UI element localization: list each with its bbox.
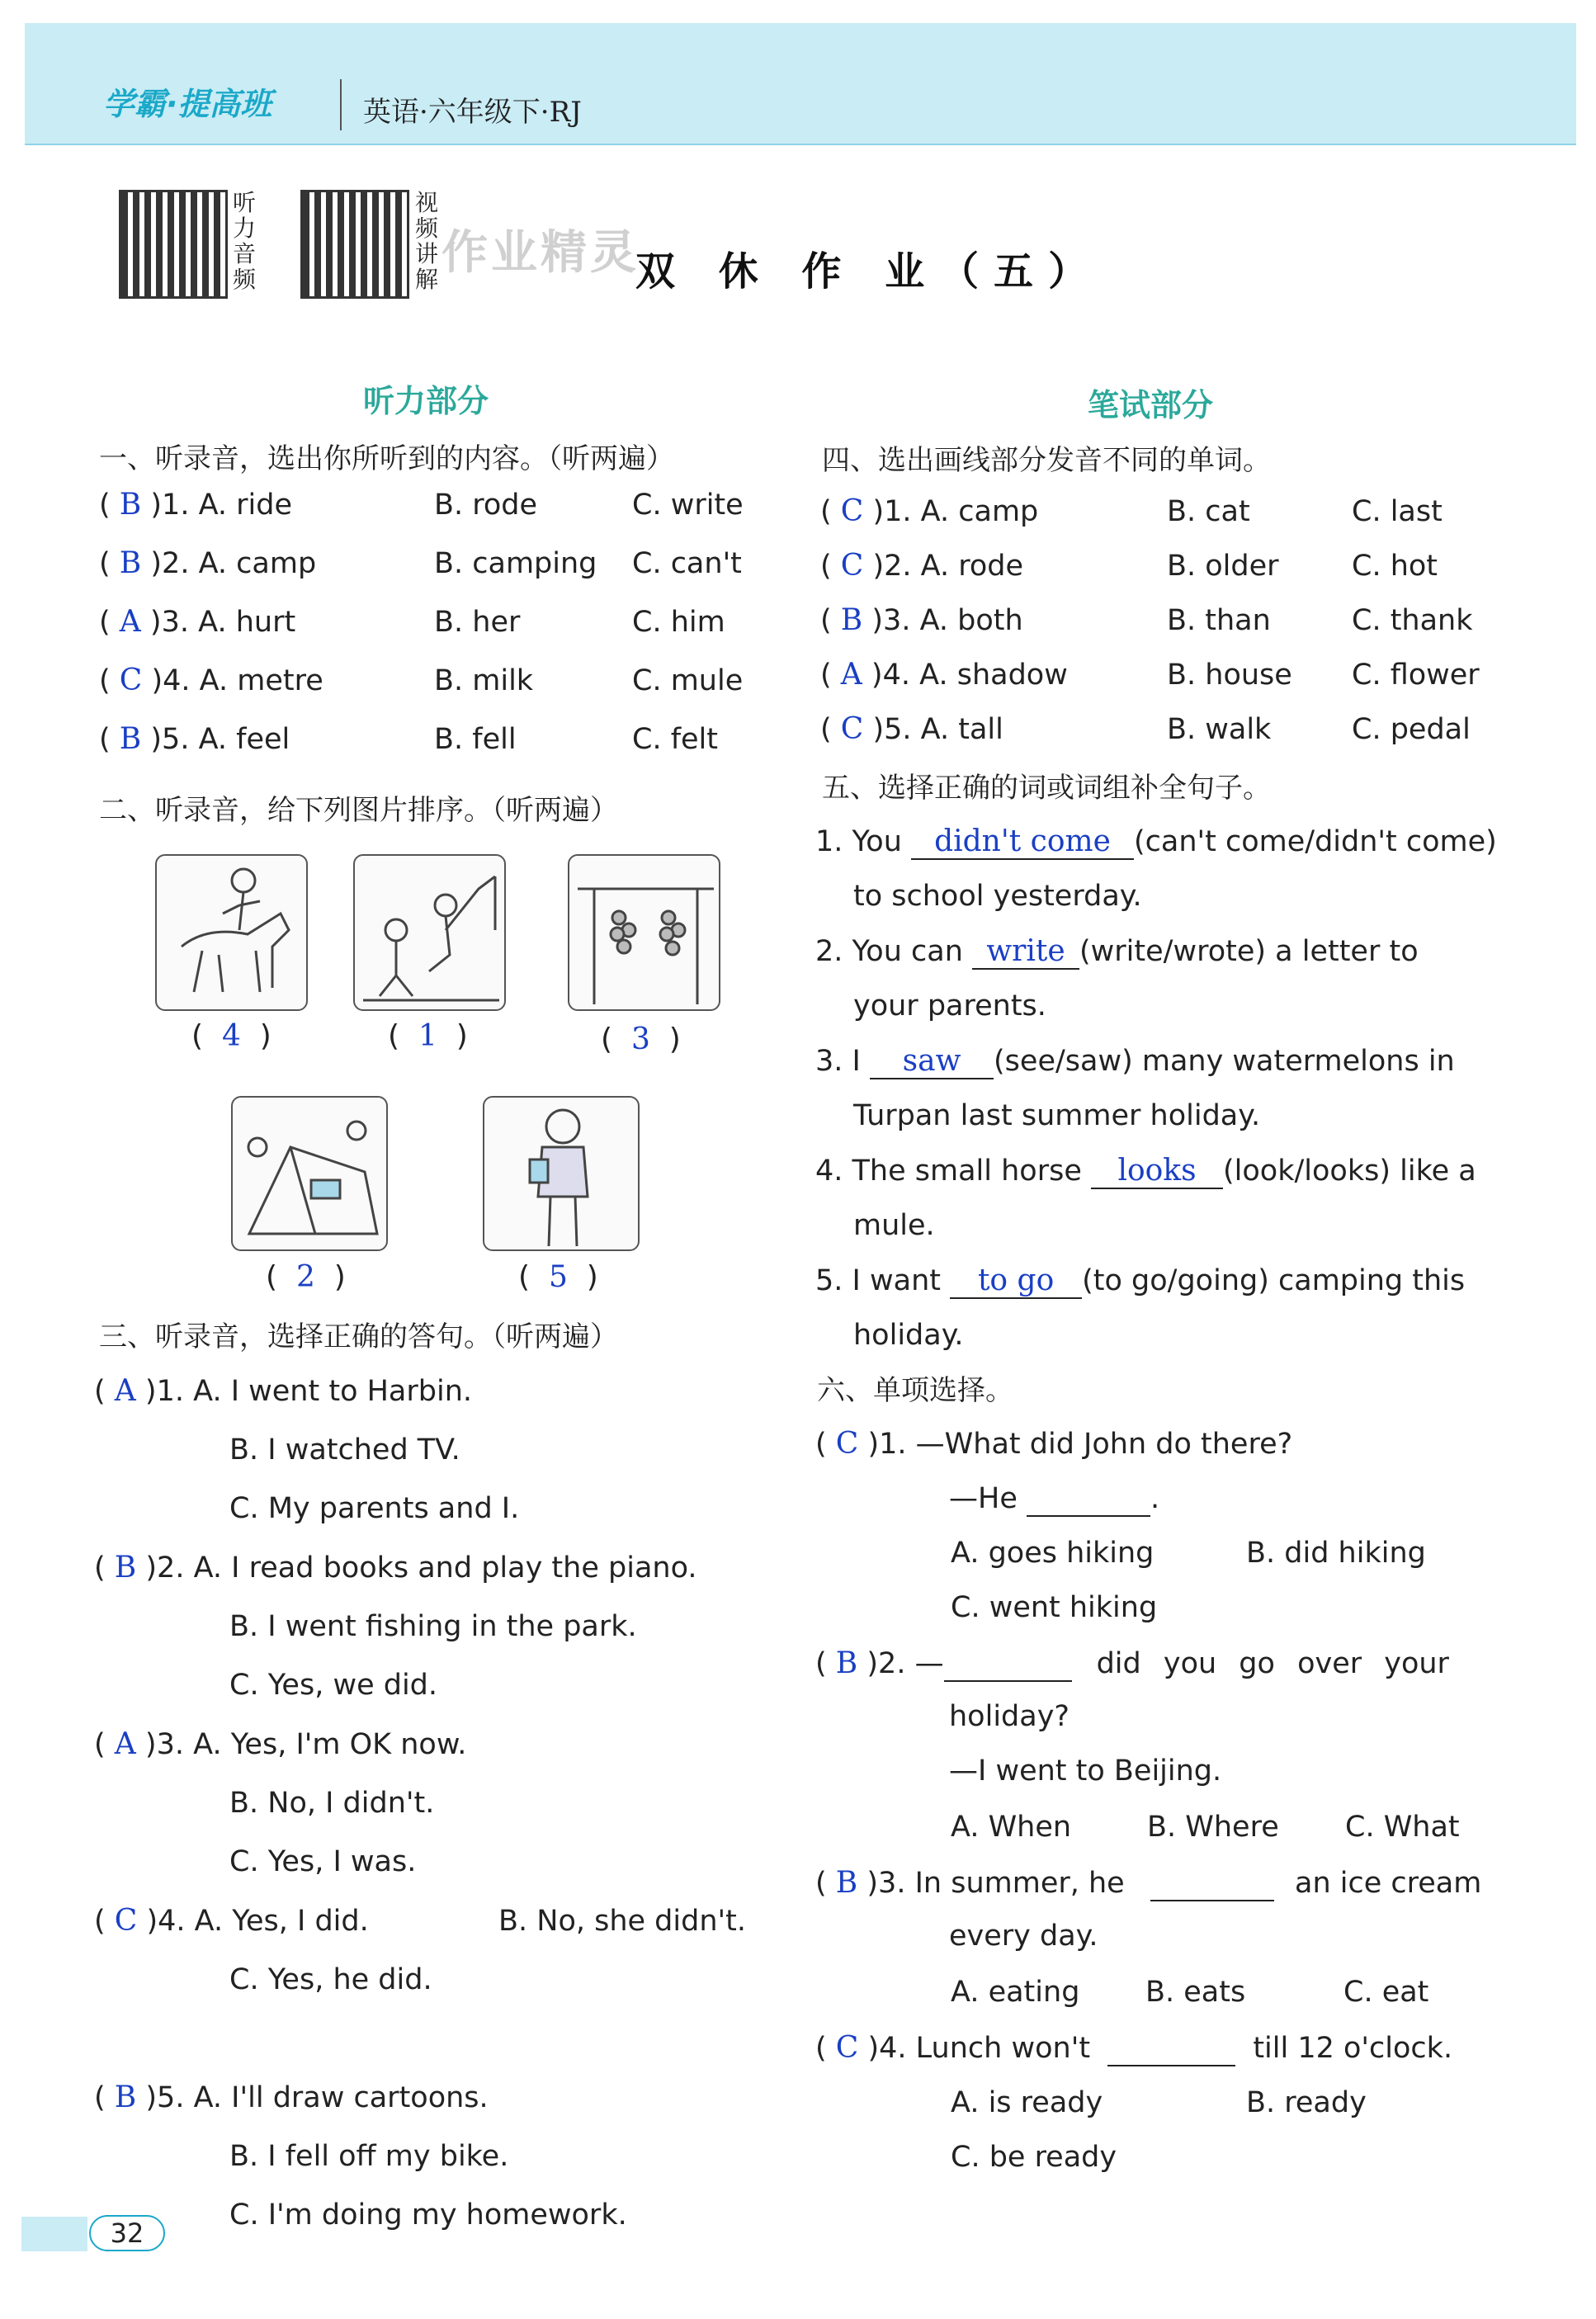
- p6-q4-option-a[interactable]: A. is ready: [951, 2086, 1103, 2119]
- p4-option-b[interactable]: B. cat: [1167, 495, 1250, 528]
- p3-answer[interactable]: B: [114, 1551, 137, 1585]
- p3-option-b[interactable]: B. I fell off my bike.: [229, 2140, 509, 2173]
- p6-q3-option-c[interactable]: C. eat: [1343, 1976, 1429, 2009]
- p6-q2-blank[interactable]: [944, 1647, 1072, 1682]
- p1-option-c[interactable]: C. felt: [632, 723, 718, 756]
- p3-option-a[interactable]: A. I'll draw cartoons.: [193, 2081, 489, 2114]
- p1-option-a[interactable]: A. feel: [198, 723, 290, 756]
- p4-option-b[interactable]: B. walk: [1167, 713, 1272, 746]
- p6-q4-answer[interactable]: C: [835, 2031, 859, 2065]
- p1-option-c[interactable]: C. mule: [632, 664, 744, 697]
- p5-answer-blank[interactable]: didn't come: [911, 825, 1134, 860]
- p1-answer[interactable]: B: [119, 722, 142, 756]
- p6-q2: ( B )2. — did you go over your: [815, 1646, 1449, 1680]
- p1-question: ( A )3. A. hurt: [99, 605, 296, 639]
- p6-q1-option-b[interactable]: B. did hiking: [1246, 1537, 1426, 1570]
- p6-q2-option-b[interactable]: B. Where: [1147, 1811, 1279, 1844]
- p5-question: 5. I want to go (to go/going) camping this: [815, 1263, 1466, 1297]
- p1-option-c[interactable]: C. can't: [632, 547, 742, 580]
- p1-option-b[interactable]: B. milk: [434, 664, 534, 697]
- p3-option-b[interactable]: B. No, I didn't.: [229, 1787, 435, 1820]
- p3-option-c[interactable]: C. Yes, he did.: [229, 1963, 432, 1996]
- picture-order-answer[interactable]: 1: [418, 1019, 437, 1053]
- p5-line2: your parents.: [853, 989, 1046, 1023]
- p5-answer-blank[interactable]: to go: [950, 1264, 1082, 1299]
- p1-option-b[interactable]: B. fell: [434, 723, 517, 756]
- p4-option-b[interactable]: B. older: [1167, 550, 1279, 583]
- p1-answer[interactable]: A: [119, 605, 141, 639]
- p4-option-c[interactable]: C. flower: [1352, 659, 1480, 692]
- p3-question: ( B )2. A. I read books and play the piano.: [94, 1551, 697, 1585]
- p4-option-b[interactable]: B. house: [1167, 659, 1292, 692]
- p5-answer-blank[interactable]: saw: [870, 1045, 994, 1079]
- p4-answer[interactable]: C: [840, 494, 864, 528]
- p3-answer[interactable]: C: [114, 1904, 138, 1938]
- p1-option-b[interactable]: B. camping: [434, 547, 597, 580]
- p6-q4-option-b[interactable]: B. ready: [1246, 2086, 1367, 2119]
- p5-instruction: 五、选择正确的词或词组补全句子。: [822, 772, 1271, 805]
- picture-order-3: ( 3 ): [601, 1023, 681, 1056]
- page-footer-band: [21, 2217, 87, 2251]
- p3-option-b[interactable]: B. No, she didn't.: [498, 1905, 746, 1938]
- p1-instruction: 一、听录音，选出你所听到的内容。（听两遍）: [99, 442, 674, 475]
- picture-order-answer[interactable]: 3: [630, 1023, 650, 1056]
- p4-option-a[interactable]: A. shadow: [919, 659, 1068, 692]
- p1-option-b[interactable]: B. her: [434, 606, 521, 639]
- p6-q3-answer[interactable]: B: [835, 1866, 858, 1900]
- p4-option-a[interactable]: A. both: [919, 604, 1023, 637]
- p3-question: ( C )4. A. Yes, I did.: [94, 1904, 369, 1938]
- picture-order-5: ( 5 ): [518, 1260, 598, 1294]
- p5-answer-blank[interactable]: write: [972, 935, 1079, 970]
- p4-question: ( B )3. A. both: [820, 603, 1023, 637]
- p4-instruction: 四、选出画线部分发音不同的单词。: [822, 444, 1271, 477]
- p1-option-b[interactable]: B. rode: [434, 489, 538, 522]
- p6-q3-option-b[interactable]: B. eats: [1145, 1976, 1246, 2009]
- p3-instruction: 三、听录音，选择正确的答句。（听两遍）: [99, 1320, 618, 1353]
- boy-picture: [483, 1096, 640, 1251]
- p1-question: ( C )4. A. metre: [99, 664, 323, 697]
- page-title: 双 休 作 业（五）: [635, 248, 1103, 295]
- p3-option-a[interactable]: A. I read books and play the piano.: [193, 1552, 697, 1585]
- p5-line2: mule.: [853, 1209, 935, 1242]
- p6-q4: ( C )4. Lunch won't till 12 o'clock.: [815, 2031, 1453, 2065]
- p3-question: ( A )1. A. I went to Harbin.: [94, 1374, 473, 1408]
- p4-option-b[interactable]: B. than: [1167, 604, 1271, 637]
- p4-option-a[interactable]: A. tall: [920, 713, 1003, 746]
- p6-q3-option-a[interactable]: A. eating: [951, 1976, 1080, 2009]
- p6-q1-blank[interactable]: [1027, 1482, 1150, 1517]
- watermark: 作业精灵: [441, 226, 640, 280]
- p6-q1-stem: —What did John do there?: [915, 1428, 1293, 1461]
- p4-option-c[interactable]: C. thank: [1352, 604, 1473, 637]
- p6-q2-option-c[interactable]: C. What: [1345, 1811, 1460, 1844]
- picture-order-4: ( 2 ): [266, 1260, 346, 1294]
- p6-q1-stem2: —He .: [949, 1482, 1160, 1515]
- p3-option-b[interactable]: B. I watched TV.: [229, 1433, 460, 1466]
- p4-option-c[interactable]: C. hot: [1352, 550, 1438, 583]
- p6-q2-answer[interactable]: B: [835, 1646, 858, 1680]
- picture-order-answer[interactable]: 5: [548, 1260, 568, 1294]
- p5-answer-blank[interactable]: looks: [1091, 1155, 1223, 1189]
- p4-question: ( C )5. A. tall: [820, 712, 1003, 746]
- horse-riding-picture: [155, 854, 308, 1011]
- p6-q3: ( B )3. In summer, he an ice cream: [815, 1866, 1482, 1900]
- p1-question: ( B )2. A. camp: [99, 546, 317, 580]
- p1-answer[interactable]: C: [119, 664, 143, 697]
- p1-option-a[interactable]: A. metre: [199, 664, 323, 697]
- p6-q1-option-a[interactable]: A. goes hiking: [951, 1537, 1155, 1570]
- picture-order-answer[interactable]: 2: [295, 1260, 315, 1294]
- p5-question: 4. The small horse looks (look/looks) like a: [815, 1154, 1476, 1188]
- p1-option-a[interactable]: A. camp: [198, 547, 317, 580]
- p3-option-c[interactable]: C. My parents and I.: [229, 1492, 520, 1525]
- p1-question: ( B )1. A. ride: [99, 488, 293, 522]
- p1-option-c[interactable]: C. write: [632, 489, 744, 522]
- p3-answer[interactable]: B: [114, 2080, 137, 2114]
- p3-question: ( A )3. A. Yes, I'm OK now.: [94, 1727, 467, 1761]
- p3-answer[interactable]: A: [114, 1727, 136, 1761]
- brand-logo: 学霸·提高班: [103, 86, 272, 122]
- p6-q1-answer[interactable]: C: [835, 1427, 859, 1461]
- p3-option-c[interactable]: C. Yes, I was.: [229, 1845, 417, 1878]
- p5-line2: to school yesterday.: [853, 880, 1142, 913]
- p3-option-c[interactable]: C. I'm doing my homework.: [229, 2199, 627, 2232]
- p1-option-a[interactable]: A. ride: [198, 489, 293, 522]
- p1-question: ( B )5. A. feel: [99, 722, 290, 756]
- p4-option-a[interactable]: A. rode: [920, 550, 1024, 583]
- p6-q4-blank[interactable]: [1107, 2032, 1235, 2066]
- p6-q1: ( C )1. —What did John do there?: [815, 1427, 1293, 1461]
- p4-option-c[interactable]: C. last: [1352, 495, 1443, 528]
- p5-line2: Turpan last summer holiday.: [853, 1099, 1261, 1132]
- writing-heading: 笔试部分: [1088, 387, 1214, 423]
- p4-answer[interactable]: A: [840, 658, 862, 692]
- p5-line2: holiday.: [853, 1319, 964, 1352]
- page-number: 32: [89, 2215, 165, 2251]
- p5-question: 2. You can write (write/wrote) a letter to: [815, 934, 1419, 968]
- subject-label: 英语·六年级下·RJ: [363, 96, 582, 129]
- p5-question: 1. You didn't come (can't come/didn't come): [815, 824, 1497, 858]
- picture-order-2: ( 1 ): [388, 1019, 468, 1053]
- p4-answer[interactable]: C: [840, 549, 864, 583]
- p1-option-c[interactable]: C. him: [632, 606, 725, 639]
- p6-q2-option-a[interactable]: A. When: [951, 1811, 1072, 1844]
- p6-q2-stem2: holiday?: [949, 1700, 1070, 1733]
- p6-q4-option-c[interactable]: C. be ready: [951, 2141, 1117, 2174]
- picture-order-1: ( 4 ): [191, 1019, 272, 1053]
- p2-instruction: 二、听录音，给下列图片排序。（听两遍）: [99, 794, 618, 827]
- qr-code-listening[interactable]: [119, 190, 228, 299]
- p3-option-b[interactable]: B. I went fishing in the park.: [229, 1610, 637, 1643]
- p3-option-a[interactable]: A. Yes, I did.: [194, 1905, 369, 1938]
- p3-option-a[interactable]: A. I went to Harbin.: [193, 1375, 473, 1408]
- p4-question: ( C )2. A. rode: [820, 549, 1024, 583]
- p4-option-a[interactable]: A. camp: [920, 495, 1039, 528]
- p3-answer[interactable]: A: [114, 1374, 136, 1408]
- grapes-picture: [568, 854, 720, 1011]
- p4-answer[interactable]: C: [840, 712, 864, 746]
- picture-order-answer[interactable]: 4: [221, 1019, 241, 1053]
- p1-answer[interactable]: B: [119, 546, 142, 580]
- p3-option-c[interactable]: C. Yes, we did.: [229, 1669, 438, 1702]
- p4-question: ( C )1. A. camp: [820, 494, 1039, 528]
- p6-q2-stem3: —I went to Beijing.: [949, 1755, 1222, 1788]
- p4-question: ( A )4. A. shadow: [820, 658, 1068, 692]
- p6-instruction: 六、单项选择。: [817, 1374, 1013, 1407]
- tent-picture: [231, 1096, 388, 1251]
- p5-question: 3. I saw (see/saw) many watermelons in: [815, 1044, 1455, 1078]
- p6-q3-stem2: every day.: [949, 1920, 1098, 1953]
- p1-answer[interactable]: B: [119, 488, 142, 522]
- p3-question: ( B )5. A. I'll draw cartoons.: [94, 2080, 489, 2114]
- p6-q3-blank[interactable]: [1150, 1867, 1274, 1901]
- p3-option-a[interactable]: A. Yes, I'm OK now.: [193, 1728, 467, 1761]
- p6-q1-option-c[interactable]: C. went hiking: [951, 1591, 1158, 1624]
- qr-listen-label: 听力音频: [233, 189, 257, 293]
- qr-video-label: 视频讲解: [415, 189, 439, 293]
- p1-option-a[interactable]: A. hurt: [198, 606, 296, 639]
- listening-heading: 听力部分: [363, 383, 489, 419]
- header-divider: [340, 79, 342, 130]
- p4-option-c[interactable]: C. pedal: [1352, 713, 1471, 746]
- p4-answer[interactable]: B: [840, 603, 863, 637]
- qr-code-video[interactable]: [300, 190, 409, 299]
- fishing-picture: [353, 854, 506, 1011]
